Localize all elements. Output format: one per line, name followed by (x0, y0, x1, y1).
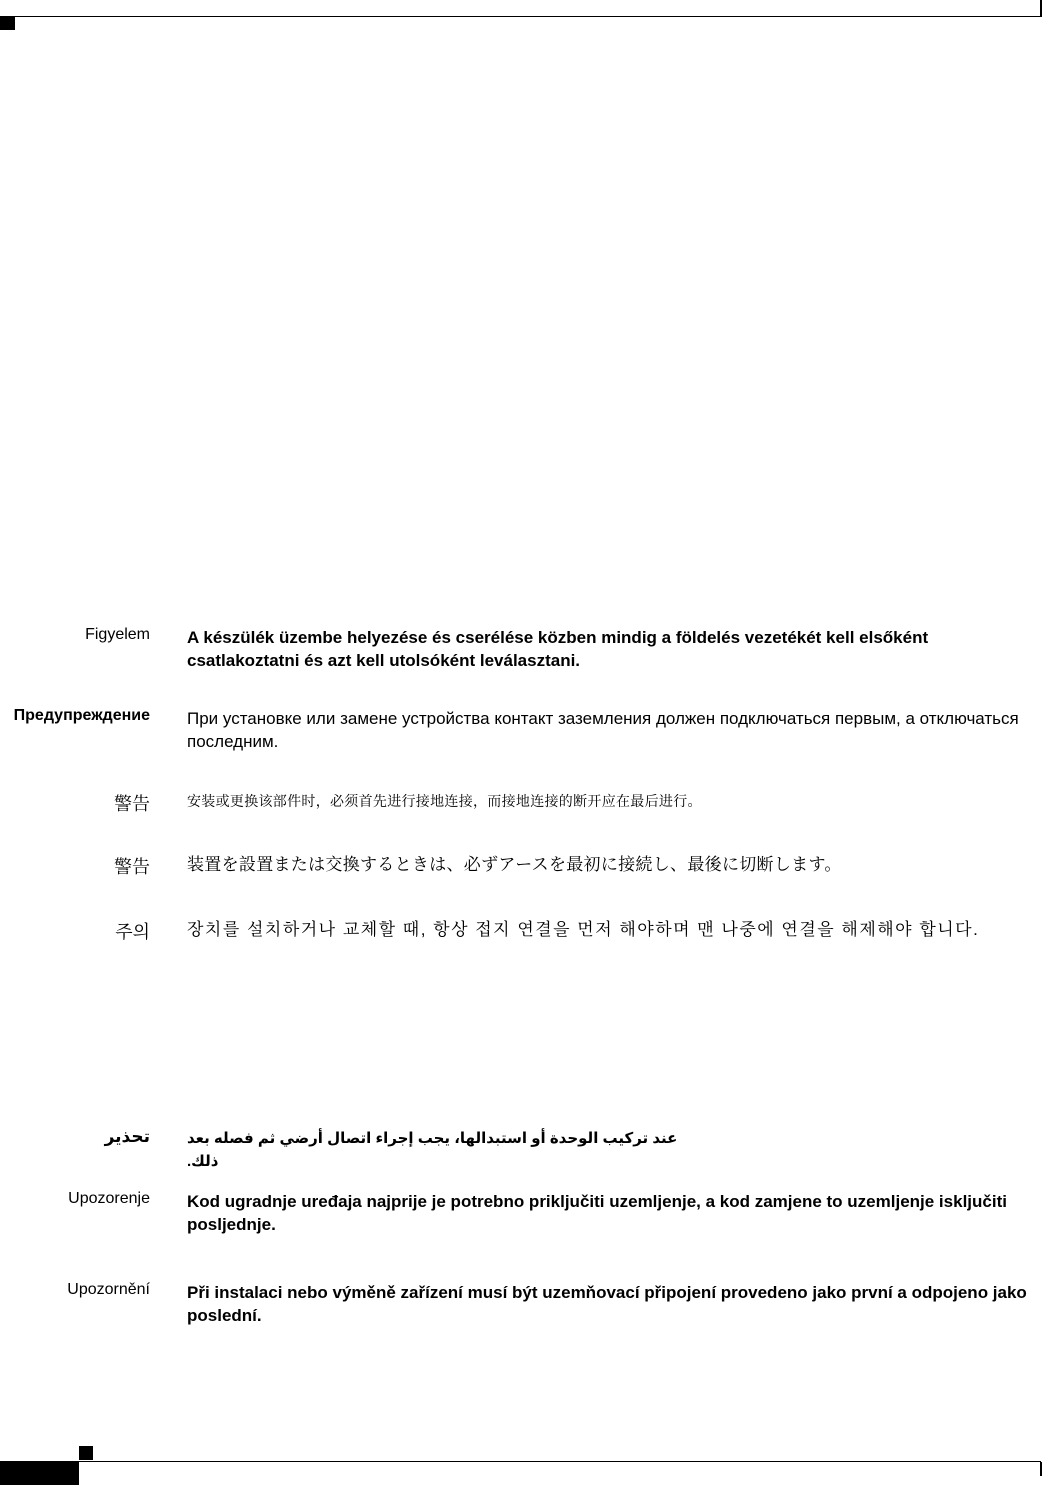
bottom-small-mark (79, 1446, 93, 1460)
warning-label-czech: Upozornění (67, 1281, 150, 1298)
warning-text-croatian: Kod ugradnje uređaja najprije je potrebno priključiti uzemljenje, a kod zamjene to uzemljenje isključiti posljednje. (187, 1192, 1007, 1234)
warning-text-korean: 장치를 설치하거나 교체할 때, 항상 접지 연결을 먼저 해야하며 맨 나중에 연결을 해제해야 합니다. (187, 920, 980, 939)
warning-label-hungarian: Figyelem (85, 626, 150, 643)
warning-text-hungarian: A készülék üzembe helyezése és cserélése közben mindig a földelés vezetékét kell elsőként csatlakoztatni és azt kell utolsóként leválasztani. (187, 628, 929, 670)
warning-text-czech: Při instalaci nebo výměně zařízení musí být uzemňovací připojení provedeno jako první a odpojeno jako poslední. (187, 1283, 1027, 1325)
bottom-right-tick (1040, 1462, 1042, 1476)
warning-label-arabic: تحذير (104, 1127, 150, 1146)
warning-label-chinese: 警告 (114, 794, 150, 814)
bottom-rule (0, 1461, 1041, 1462)
warning-text-japanese: 装置を設置または交換するときは、必ずアースを最初に接続し、最後に切断します。 (187, 855, 842, 874)
top-right-tick (1040, 0, 1042, 17)
warning-label-croatian: Upozorenje (68, 1190, 150, 1207)
top-corner-mark (0, 17, 15, 30)
bottom-corner-block (0, 1462, 79, 1485)
top-rule (0, 16, 1041, 17)
warning-label-russian: Предупреждение (13, 707, 150, 724)
warning-label-japanese: 警告 (114, 857, 150, 877)
warning-text-chinese: 安装或更换该部件时，必须首先进行接地连接，而接地连接的断开应在最后进行。 (187, 793, 702, 809)
warning-label-korean: 주의 (115, 922, 150, 942)
warning-text-arabic: عند تركيب الوحدة أو استبدالها، يجب إجراء اتصال أرضي ثم فصله بعد ذلك. (187, 1130, 678, 1170)
warning-text-russian: При установке или замене устройства контакт заземления должен подключаться первым, а отключаться последним. (187, 709, 1019, 751)
